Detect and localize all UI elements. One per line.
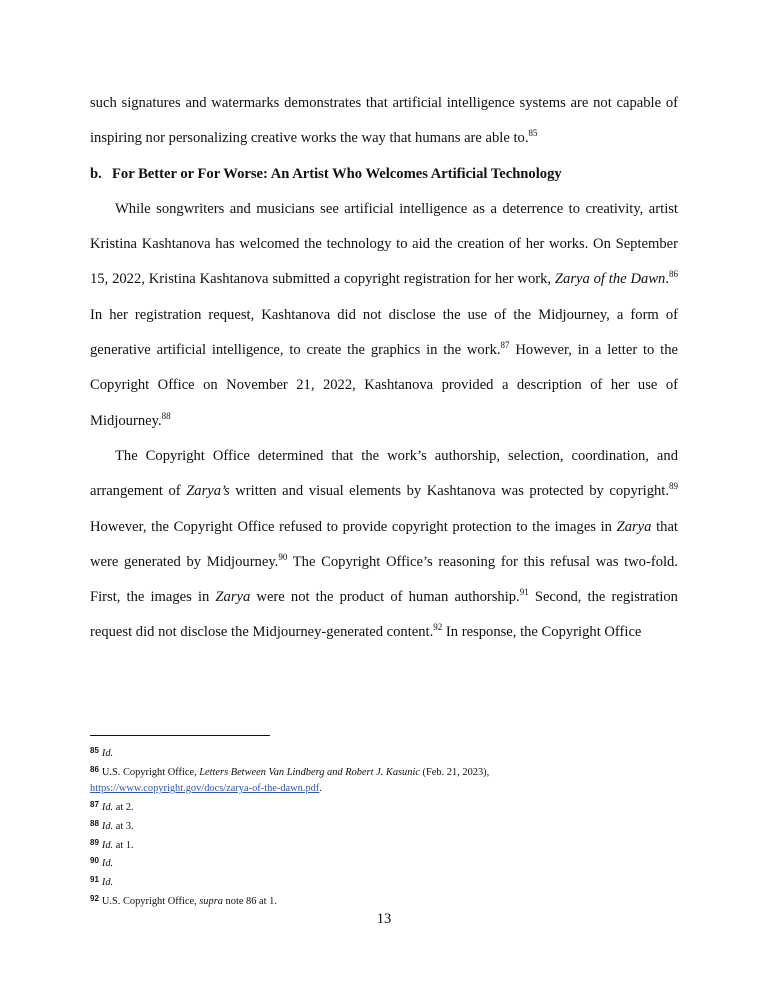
footnote-ref-85[interactable]: 85: [528, 128, 538, 139]
paragraph-2: While songwriters and musicians see artificial intelligence as a deterrence to creativity, artist Kristina Kashtanova has welcomed the technology to aid the creation of her works. On September 15, 2022, Kristina Kashtanova submitted a copyright registration for her work, Zarya of the Dawn.$^{86}$ In her registration request, Kashtanova did not disclose the use of the Midjourney, a form of generative artificial intelligence, to create the graphics in the work.$^{87}$ However, in a letter to the Copyright Office on November 21, 2022, Kashtanova provided a description of her use of Midjourney.$^{88}$: [90, 200, 678, 429]
paragraph-1: such signatures and watermarks demonstrates that artificial intelligence systems are not capable of inspiring nor personalizing creative works the way that humans are able to.$^{85}$: [90, 95, 678, 147]
footnote-91: $^{91}$ Id.: [90, 875, 114, 889]
footnote-88: $^{88}$ Id. at 3.: [90, 818, 134, 832]
footnote-86: $^{86}$ U.S. Copyright Office, Letters Between Van Lindberg and Robert J. Kasunic (Feb. 21, 2023), https://www.copyright.gov/docs/zarya-of-the-dawn.pdf.: [90, 764, 490, 794]
footnote-ref-86[interactable]: 86: [669, 269, 678, 280]
section-heading: [90, 157, 678, 192]
footnote-ref-91[interactable]: 91: [519, 587, 529, 598]
footnotes: [90, 743, 690, 910]
footnote-86-link[interactable]: https://www.copyright.gov/docs/zarya-of-the-dawn.pdf: [90, 782, 320, 794]
footnote-ref-92[interactable]: 92: [433, 622, 443, 633]
footnote-ref-90[interactable]: 90: [278, 551, 288, 562]
footnote-87: $^{87}$ Id. at 2.: [90, 799, 134, 813]
page-number: 13: [376, 911, 392, 927]
footnote-85: $^{85}$ Id.: [90, 746, 114, 759]
footnote-ref-89[interactable]: 89: [669, 481, 678, 492]
body-text: [90, 86, 678, 651]
footnote-92: $^{92}$ U.S. Copyright Office, supra note 86 at 1.: [90, 894, 277, 908]
section-letter: b.: [90, 165, 102, 182]
paragraph-3: The Copyright Office determined that the work’s authorship, selection, coordination, and arrangement of Zarya’s written and visual elements by Kashtanova was protected by copyright.$^{89}$ However, the Copyright Office refused to provide copyright protection to the images in Zarya that were generated by Midjourney.$^{90}$ The Copyright Office’s reasoning for this refusal was two-fold. First, the images in Zarya were not the product of human authorship.$^{91}$ Second, the registration request did not disclose the Midjourney-generated content.$^{92}$ In response, the Copyright Office: [90, 447, 678, 641]
section-title: For Better or For Worse: An Artist Who Welcomes Artificial Technology: [112, 165, 562, 182]
footnote-89: $^{89}$ Id. at 1.: [90, 837, 134, 851]
work-title: Zarya of the Dawn: [554, 271, 666, 288]
footnote-ref-87[interactable]: 87: [500, 340, 510, 351]
footnote-divider: [90, 735, 270, 736]
footnote-90: $^{90}$ Id.: [90, 856, 114, 870]
footnote-ref-88[interactable]: 88: [161, 410, 171, 421]
